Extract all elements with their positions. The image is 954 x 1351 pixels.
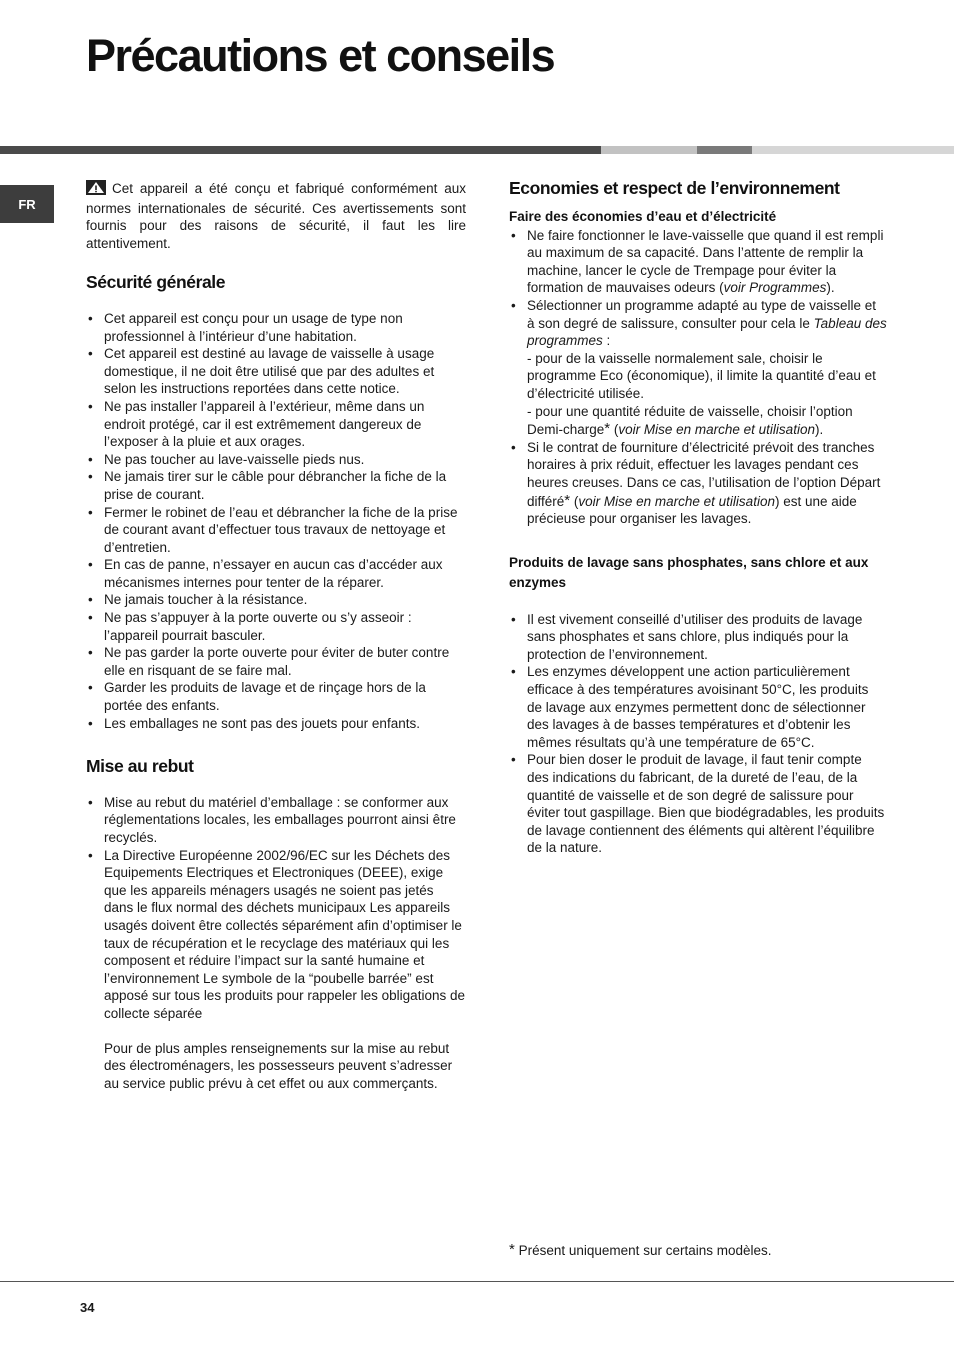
cross-reference: Tableau des programmes	[527, 315, 887, 349]
footnote-asterisk: *	[509, 1241, 515, 1258]
list-item: • Si le contrat de fourniture d’électricité prévoit des tranches horaires à prix réduit, effectuer les lavages pendant ces heures creuses. Dans ce cas, l’utilisation de l’option Départ différé* (voir Mise en marche et utilisation) est une aide précieuse pour organiser les lavages.	[509, 439, 887, 528]
bullet-text: - pour une quantité réduite de vaisselle, choisir l’option Demi-charge	[527, 403, 853, 438]
rebut-list	[86, 794, 466, 1023]
bullet-text: Si le contrat de fourniture d’électricité prévoit des tranches horaires à prix réduit, effectuer les lavages pendant ces heures creuses. Dans ce cas, l’utilisation de l’option Départ différé	[527, 439, 881, 509]
list-item: • Ne pas garder la porte ouverte pour éviter de buter contre elle en risquant de se faire mal.	[86, 644, 466, 679]
list-item: • En cas de panne, n’essayer en aucun cas d’accéder aux mécanismes internes pour tenter de la réparer.	[86, 556, 466, 591]
subheading-produits: Produits de lavage sans phosphates, sans chlore et aux enzymes	[509, 554, 869, 590]
bullet-text: Sélectionner un programme adapté au type de vaisselle et à son degré de salissure, consulter pour cela le	[527, 297, 876, 331]
section-heading-rebut: Mise au rebut	[86, 756, 194, 777]
list-item: • Les enzymes développent une action particulièrement efficace à des températures avoisinant 50°C, les produits de lavage aux enzymes permettent donc de sélectionner des lavages à de basses températures et d’obtenir les mêmes résultats qu’à une température de 65°C.	[509, 663, 887, 751]
language-tab: FR	[0, 185, 54, 223]
produits-list	[509, 611, 887, 857]
section-heading-securite: Sécurité générale	[86, 272, 226, 293]
list-item: • Cet appareil est conçu pour un usage de type non professionnel à l’intérieur d’une habitation.	[86, 310, 466, 345]
list-item: • Mise au rebut du matériel d’emballage : se conformer aux réglementations locales, les emballages pourront ainsi être recyclés.	[86, 794, 466, 847]
footnote	[509, 1241, 772, 1258]
list-item: • Les emballages ne sont pas des jouets pour enfants.	[86, 715, 466, 733]
rebut-extra-paragraph: Pour de plus amples renseignements sur la mise au rebut des électroménagers, les possesseurs peuvent s’adresser au service public prévu à cet effet ou aux commerçants.	[104, 1040, 453, 1091]
intro-text: Cet appareil a été conçu et fabriqué conformément aux normes internationales de sécurité. Ces avertissements sont fournis pour des raisons de sécurité, il faut les lire attentivement.	[86, 181, 466, 251]
warning-icon	[86, 180, 106, 200]
header-bar-mid	[697, 146, 752, 154]
footnote-asterisk: *	[604, 420, 611, 438]
list-item: • Il est vivement conseillé d’utiliser des produits de lavage sans phosphates et sans chlore, plus indiqués pour la protection de l’environnement.	[509, 611, 887, 664]
list-item: • Sélectionner un programme adapté au type de vaisselle et à son degré de salissure, consulter pour cela le Tableau des programmes : - pour de la vaisselle normalement sale, choisir le programme Eco (économique), il limite la quantité d’eau et d’électricité utilisée. - pour une quantité réduite de vaisselle, choisir l’option Demi-charge* (voir Mise en marche et utilisation).	[509, 297, 887, 439]
bullet-text: ) est une aide précieuse pour organiser les lavages.	[527, 493, 857, 527]
list-item	[509, 227, 887, 297]
left-column	[86, 180, 466, 1092]
securite-list	[86, 310, 466, 732]
economies-list	[509, 227, 887, 528]
list-item: • Fermer le robinet de l’eau et débrancher la fiche de la prise de courant avant d’effectuer tous travaux de nettoyage et d’entretien.	[86, 504, 466, 557]
page-number: 34	[80, 1300, 95, 1315]
list-item: • Ne jamais tirer sur le câble pour débrancher la fiche de la prise de courant.	[86, 468, 466, 503]
cross-reference: voir Programmes	[723, 280, 827, 296]
page-title: Précautions et conseils	[86, 30, 555, 81]
bullet-text: - pour de la vaisselle normalement sale, choisir le programme Eco (économique), il limite la quantité d’eau et d’électricité utilisée.	[527, 350, 876, 401]
header-bar-dark	[0, 146, 601, 154]
footer-rule	[0, 1281, 954, 1282]
intro-paragraph	[86, 180, 466, 252]
footnote-asterisk: *	[564, 491, 571, 509]
footnote-text: Présent uniquement sur certains modèles.	[518, 1243, 772, 1258]
cross-reference: voir Mise en marche et utilisation	[578, 493, 775, 509]
list-item: • La Directive Européenne 2002/96/EC sur les Déchets des Equipements Electriques et Electroniques (DEEE), exige que les appareils ménagers usagés ne soient pas jetés dans le flux normal des déchets municipaux Les appareils usagés doivent être collectés séparément afin d’optimiser le taux de récupération et le recyclage des matériaux qui les composent et réduire l’impact sur la santé humaine et l’environnement Le symbole de la “poubelle barrée” est apposé sur tous les produits pour rappeler les obligations de collecte séparée	[86, 847, 466, 1023]
bullet-text: ).	[814, 422, 824, 438]
cross-reference: voir Mise en marche et utilisation	[618, 422, 815, 438]
list-item: • Ne jamais toucher à la résistance.	[86, 591, 466, 609]
list-item: • Cet appareil est destiné au lavage de vaisselle à usage domestique, il ne doit être utilisé que par des adultes et selon les instructions reportées dans cette notice.	[86, 345, 466, 398]
section-heading-economies: Economies et respect de l’environnement	[509, 178, 840, 198]
list-item: • Garder les produits de lavage et de rinçage hors de la portée des enfants.	[86, 679, 466, 714]
list-item: • Ne pas toucher au lave-vaisselle pieds nus.	[86, 451, 466, 469]
header-bar-light	[601, 146, 697, 154]
bullet-text: ).	[826, 280, 835, 296]
list-item: • Pour bien doser le produit de lavage, il faut tenir compte des indications du fabricant, de la dureté de l’eau, de la quantité de vaisselle et de son degré de salissure pour éviter tout gaspillage. Bien que biodégradables, les produits de lavage contiennent des éléments qui altèrent l’équilibre de la nature.	[509, 751, 887, 857]
right-column	[509, 180, 887, 857]
subheading-economies: Faire des économies d’eau et d’électricité	[509, 208, 777, 224]
bullet-text: Ne faire fonctionner le lave-vaisselle que quand il est rempli au maximum de sa capacité. Dans l’attente de remplir la machine, lancer le cycle de Trempage pour éviter la formation de mauvaises odeurs (	[527, 227, 884, 296]
header-bar-pale	[752, 146, 954, 154]
list-item: • Ne pas installer l’appareil à l’extérieur, même dans un endroit protégé, car il est extrêmement dangereux de l’exposer à la pluie et aux orages.	[86, 398, 466, 451]
bullet-text: :	[602, 333, 611, 349]
list-item: • Ne pas s’appuyer à la porte ouverte ou s’y asseoir : l’appareil pourrait basculer.	[86, 609, 466, 644]
